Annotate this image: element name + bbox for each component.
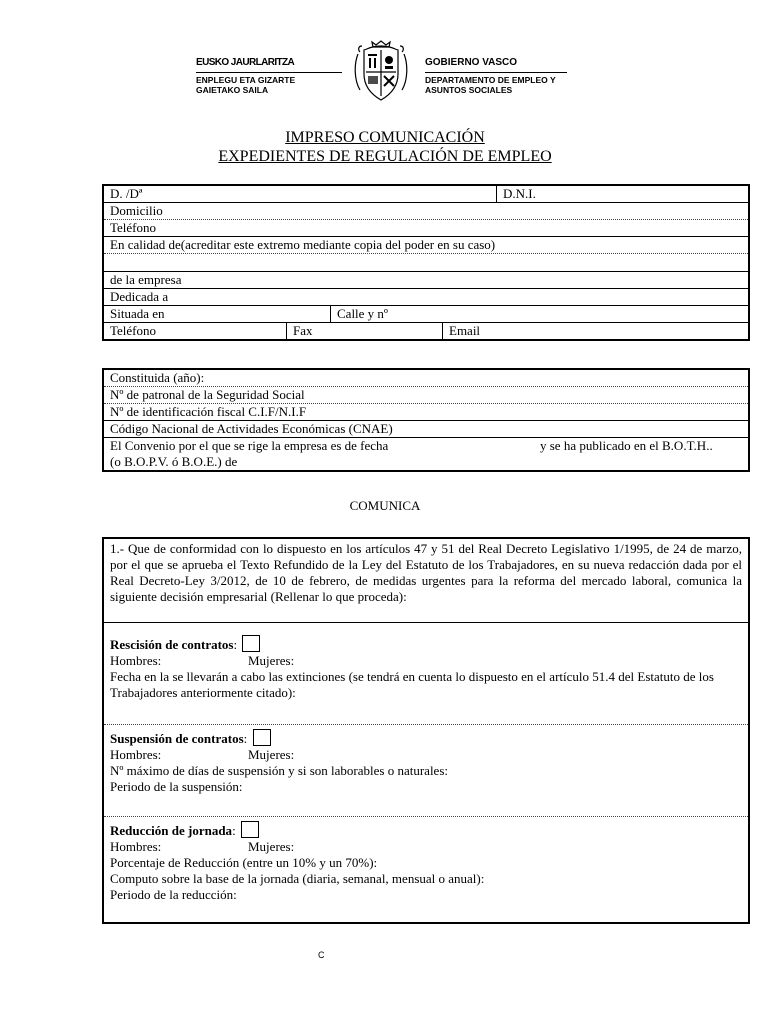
rescision-heading: Rescisión de contratos (110, 637, 234, 652)
fax-cell[interactable] (286, 323, 443, 339)
telefono2-label: Teléfono (110, 323, 157, 338)
rescision-mujeres-label: Mujeres: (248, 653, 295, 668)
constituida-label: Constituida (año): (110, 370, 205, 385)
header-left-title: EUSKO JAURLARITZA (196, 57, 295, 68)
domicilio-row[interactable] (104, 203, 748, 220)
document-title-line2: EXPEDIENTES DE REGULACIÓN DE EMPLEO (218, 148, 552, 165)
coat-of-arms-icon (352, 40, 410, 104)
suspension-maximo-label: Nº máximo de días de suspensión y si son laborables o naturales: (110, 763, 448, 778)
name-row (104, 186, 748, 203)
contact-row (104, 323, 748, 339)
header-right-title: GOBIERNO VASCO (425, 57, 518, 68)
cnae-label: Código Nacional de Actividades Económicas (CNAE) (110, 421, 393, 436)
rescision-colon: : (233, 637, 238, 652)
calle-label: Calle y nº (337, 306, 388, 321)
company-registration-box (102, 368, 750, 472)
bopv-label: (o B.O.P.V. ó B.O.E.) de (110, 454, 238, 469)
email-label: Email (449, 323, 481, 338)
dedicada-row[interactable] (104, 289, 748, 306)
reduccion-colon: : (232, 823, 236, 838)
calidad-blank-row[interactable] (104, 254, 748, 272)
rescision-checkbox[interactable] (242, 635, 260, 652)
header-right-dept-2: ASUNTOS SOCIALES (425, 85, 513, 95)
intro-section (104, 539, 748, 623)
reduccion-heading: Reducción de jornada (110, 823, 233, 838)
applicant-company-box (102, 184, 750, 341)
cnae-row[interactable] (104, 421, 748, 438)
communication-box (102, 537, 750, 924)
dni-cell[interactable] (496, 186, 748, 202)
rescision-hombres-label: Hombres: (110, 653, 162, 668)
intro-text: Que de conformidad con lo dispuesto en los artículos 47 y 51 del Real Decreto Legislativo 1/1995, de 24 de marzo, por el que se aprueba el Texto Refundido de la Ley del Estatuto de los Trabajadores, en su nueva redacción dada por el Real Decreto-Ley 3/2012, de 10 de febrero, de medidas urgentes para la reforma del mercado laboral, comunica la siguiente decisión empresarial (Rellenar lo que proceda): (110, 541, 742, 604)
bopv-row[interactable] (104, 454, 748, 470)
patronal-row[interactable] (104, 387, 748, 404)
constituida-row[interactable] (104, 370, 748, 387)
reduccion-hombres-label: Hombres: (110, 839, 162, 854)
comunica-heading: COMUNICA (349, 498, 421, 513)
calidad-label: En calidad de(acreditar este extremo mediante copia del poder en su caso) (110, 237, 496, 252)
domicilio-label: Domicilio (110, 203, 163, 218)
telefono-label: Teléfono (110, 220, 157, 235)
fax-label: Fax (293, 323, 313, 338)
situada-label: Situada en (110, 306, 165, 321)
calle-cell[interactable] (330, 306, 748, 322)
footer-mark: C (318, 950, 325, 960)
suspension-hombres-label: Hombres: (110, 747, 162, 762)
rescision-section (104, 623, 748, 725)
suspension-periodo-label: Periodo de la suspensión: (110, 779, 243, 794)
empresa-label: de la empresa (110, 272, 182, 287)
email-cell[interactable] (442, 323, 748, 339)
convenio-label: El Convenio por el que se rige la empresa es de fecha (110, 438, 389, 453)
dni-label: D.N.I. (503, 186, 536, 201)
document-title (0, 128, 770, 166)
suspension-section (104, 725, 748, 817)
reduccion-computo-label: Computo sobre la base de la jornada (diaria, semanal, mensual o anual): (110, 871, 485, 886)
suspension-heading: Suspensión de contratos (110, 731, 244, 746)
header-right (425, 57, 567, 95)
header-left-dept-1: ENPLEGU ETA GIZARTE (196, 75, 296, 85)
intro-number: 1.- (110, 541, 125, 556)
header-left-rule (196, 72, 342, 73)
cif-row[interactable] (104, 404, 748, 421)
rescision-fecha-label: Fecha en la se llevarán a cabo las extinciones (se tendrá en cuenta lo dispuesto en el artículo 51.4 del Estatuto de los Trabajadores anteriormente citado): (110, 669, 714, 700)
reduccion-section (104, 817, 748, 909)
patronal-label: Nº de patronal de la Seguridad Social (110, 387, 305, 402)
situada-row[interactable] (104, 306, 748, 323)
reduccion-periodo-label: Periodo de la reducción: (110, 887, 237, 902)
empresa-row[interactable] (104, 272, 748, 289)
reduccion-porcentaje-label: Porcentaje de Reducción (entre un 10% y un 70%): (110, 855, 378, 870)
dedicada-label: Dedicada a (110, 289, 169, 304)
header-left-dept-2: GAIETAKO SAILA (196, 85, 269, 95)
suspension-checkbox[interactable] (253, 729, 271, 746)
document-title-line1: IMPRESO COMUNICACIÓN (285, 129, 485, 146)
suspension-colon: : (243, 731, 248, 746)
calidad-row[interactable] (104, 237, 748, 254)
header-right-rule (425, 72, 567, 73)
reduccion-mujeres-label: Mujeres: (248, 839, 295, 854)
telefono-row[interactable] (104, 220, 748, 237)
header-left (196, 57, 342, 95)
header-right-dept-1: DEPARTAMENTO DE EMPLEO Y (425, 75, 556, 85)
cif-label: Nº de identificación fiscal C.I.F/N.I.F (110, 404, 307, 419)
publicado-label: y se ha publicado en el B.O.T.H.. (540, 438, 713, 453)
name-label: D. /Dª (110, 186, 143, 201)
suspension-mujeres-label: Mujeres: (248, 747, 295, 762)
convenio-row[interactable] (104, 438, 748, 454)
reduccion-checkbox[interactable] (241, 821, 259, 838)
